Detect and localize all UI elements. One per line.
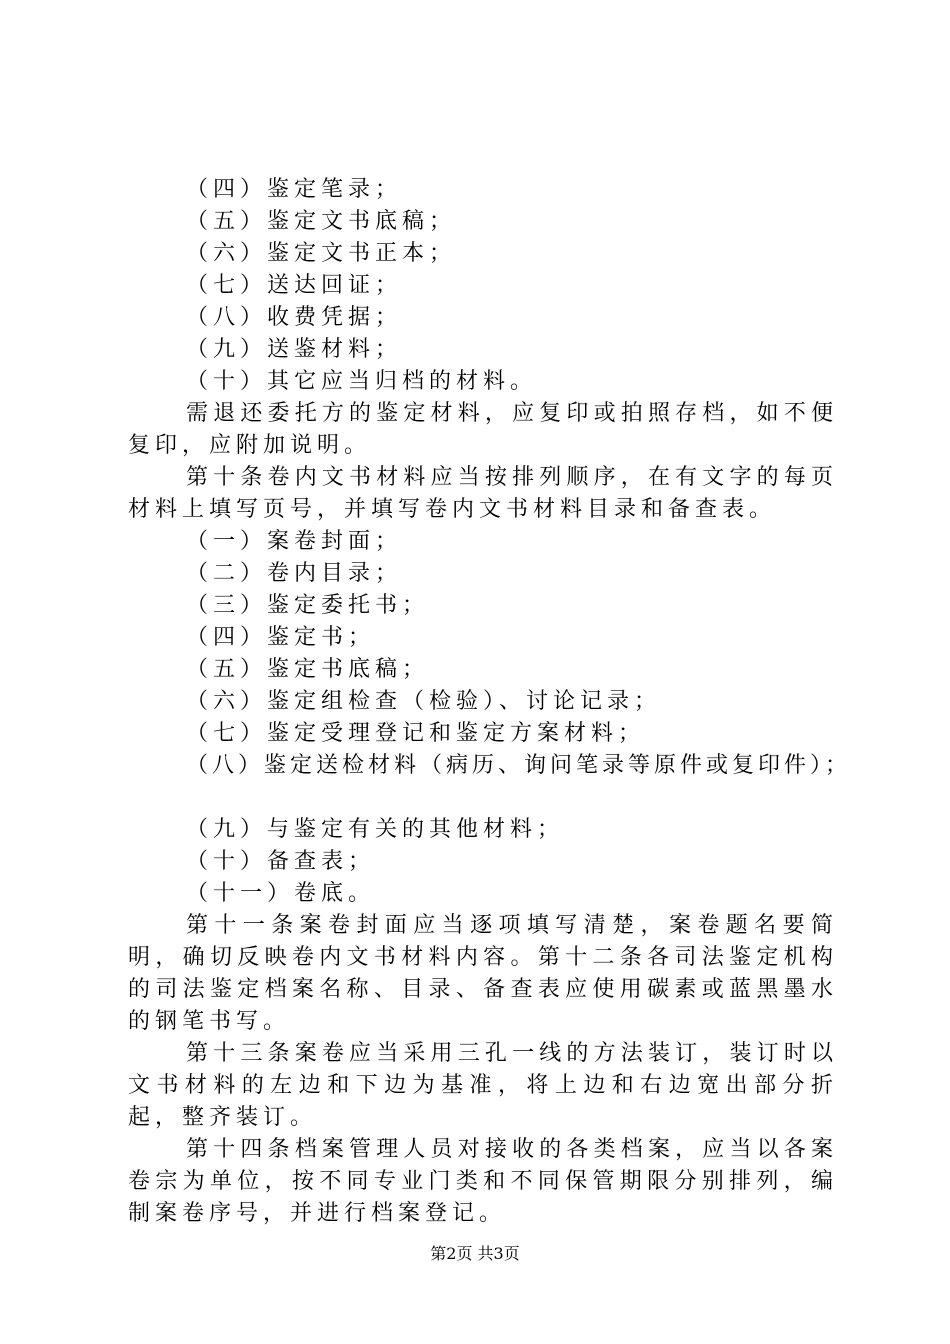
list-item: （四）鉴定书； bbox=[186, 625, 376, 650]
list-item: （九）与鉴定有关的其他材料； bbox=[186, 817, 565, 842]
list-item: （七）鉴定受理登记和鉴定方案材料； bbox=[186, 721, 646, 746]
list-item: （五）鉴定书底稿； bbox=[186, 657, 430, 682]
list-item: （六）鉴定组检查（检验）、讨论记录； bbox=[186, 689, 662, 714]
document-body bbox=[128, 174, 852, 1230]
list-item: （一）案卷封面； bbox=[186, 529, 403, 554]
list-item: （三）鉴定委托书； bbox=[186, 593, 430, 618]
paragraph-article-10: 第十条卷内文书材料应当按排列顺序，在有文字的每页材料上填写页号，并填写卷内文书材料目录和备查表。 bbox=[128, 465, 838, 522]
list-item: （五）鉴定文书底稿； bbox=[186, 209, 457, 234]
paragraph-article-11-12: 第十一条案卷封面应当逐项填写清楚，案卷题名要简明，确切反映卷内文书材料内容。第十二条各司法鉴定机构的司法鉴定档案名称、目录、备查表应使用碳素或蓝黑墨水的钢笔书写。 bbox=[128, 913, 838, 1034]
page-number-footer: 第2页 共3页 bbox=[430, 1244, 520, 1263]
list-item: （十一）卷底。 bbox=[186, 881, 376, 906]
list-item: （十）其它应当归档的材料。 bbox=[186, 369, 538, 394]
list-item: （九）送鉴材料； bbox=[186, 337, 403, 362]
list-item: （二）卷内目录； bbox=[186, 561, 403, 586]
list-item: （八）收费凭据； bbox=[186, 305, 403, 330]
list-item: （四）鉴定笔录； bbox=[186, 177, 403, 202]
list-item: （七）送达回证； bbox=[186, 273, 403, 298]
list-item: （八）鉴定送检材料（病历、询问笔录等原件或复印件）； bbox=[186, 753, 852, 778]
list-item: （六）鉴定文书正本； bbox=[186, 241, 457, 266]
blank-line bbox=[128, 782, 838, 814]
list-item: （十）备查表； bbox=[186, 849, 376, 874]
paragraph-return-materials: 需退还委托方的鉴定材料，应复印或拍照存档，如不便复印，应附加说明。 bbox=[128, 401, 838, 458]
paragraph-article-13: 第十三条案卷应当采用三孔一线的方法装订，装订时以文书材料的左边和下边为基准，将上边和右边宽出部分折起，整齐装订。 bbox=[128, 1041, 838, 1130]
paragraph-article-14: 第十四条档案管理人员对接收的各类档案，应当以各案卷宗为单位，按不同专业门类和不同保管期限分别排列，编制案卷序号，并进行档案登记。 bbox=[128, 1137, 838, 1226]
